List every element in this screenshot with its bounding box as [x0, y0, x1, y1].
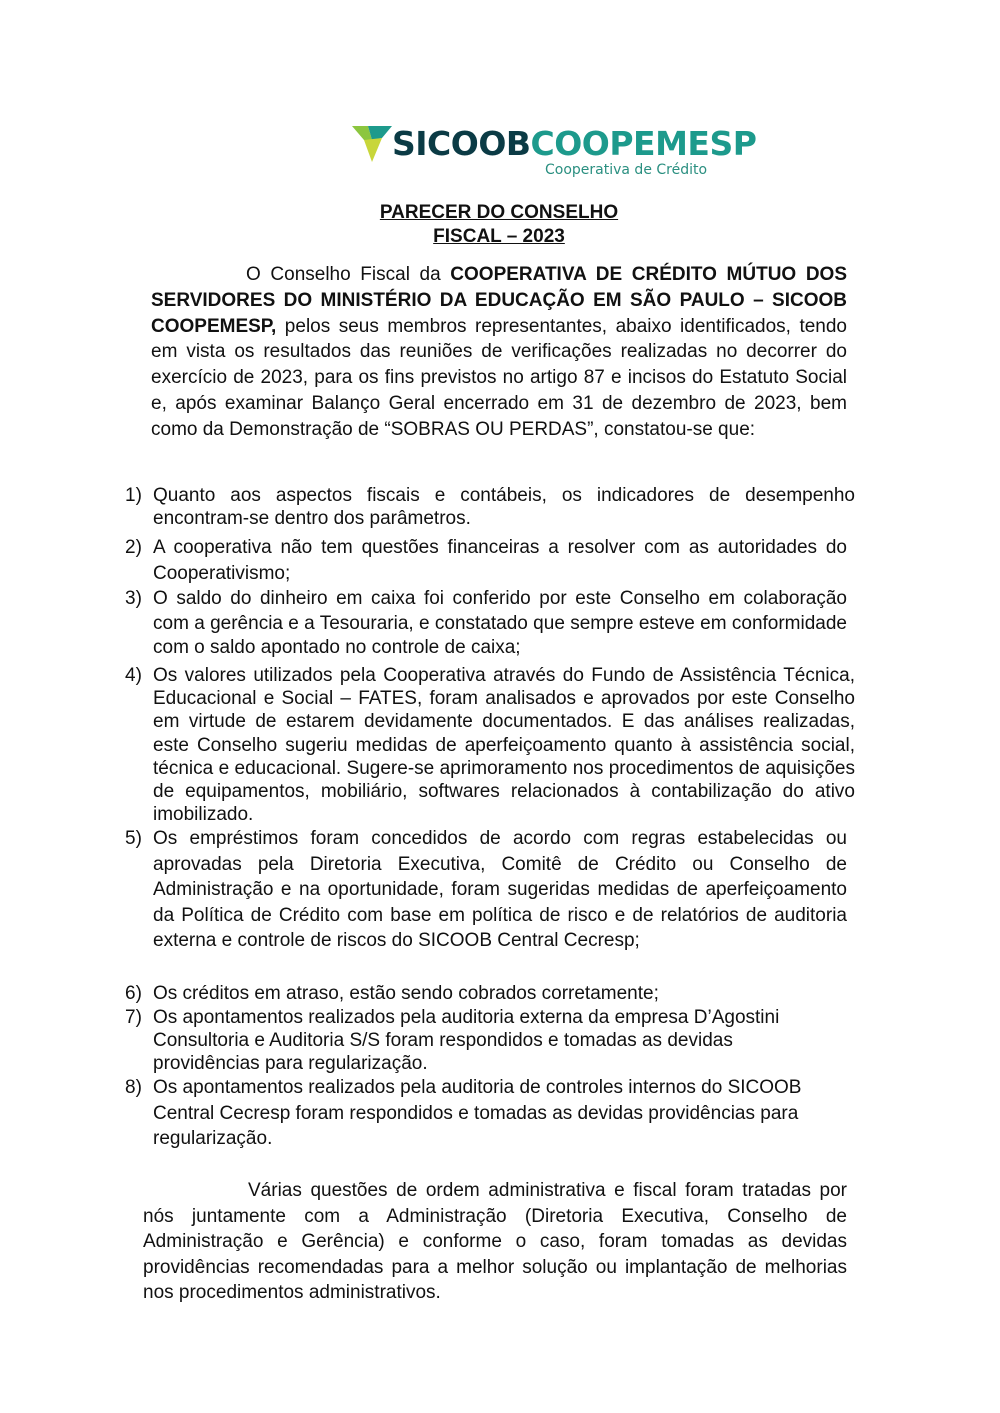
list-item [125, 484, 855, 530]
list-number: 3) [125, 588, 142, 609]
list-item [125, 664, 855, 826]
list-text: O saldo do dinheiro em caixa foi conferido por este Conselho em colaboração com a gerência e a Tesouraria, e constatado que sempre esteve em conformidade com o saldo apontado no controle de caixa; [153, 588, 847, 658]
list-item [125, 826, 847, 954]
list-number: 1) [125, 485, 142, 506]
list-item [125, 1075, 847, 1152]
list-number: 7) [125, 1007, 142, 1028]
list-number: 5) [125, 828, 142, 849]
list-number: 2) [125, 537, 142, 558]
list-text: Os valores utilizados pela Cooperativa através do Fundo de Assistência Técnica, Educacional e Social – FATES, foram analisados e aprovados por este Conselho em virtude de estarem devidamente documentados. E das análises realizadas, este Conselho sugeriu medidas de aperfeiçoamento quanto à assistência social, técnica e educacional. Sugere-se aprimoramento nos procedimentos de aquisições de equipamentos, mobiliário, softwares relacionados à contabilização do ativo imobilizado. [153, 665, 855, 826]
sicoob-logo-icon [352, 126, 392, 162]
list-item [125, 1006, 825, 1075]
list-item [125, 982, 855, 1006]
intro-text-bold: COOPERATIVA DE CRÉDITO MÚTUO DOS SERVIDORES DO MINISTÉRIO DA EDUCAÇÃO EM SÃO PAULO – SICOOB COOPEMESP, [151, 264, 847, 337]
title-line-1: PARECER DO CONSELHO [379, 202, 619, 223]
list-text: Os créditos em atraso, estão sendo cobrados corretamente; [153, 983, 659, 1004]
logo-subtitle: Cooperativa de Crédito [545, 162, 708, 178]
list-number: 4) [125, 665, 142, 686]
list-text: Os empréstimos foram concedidos de acordo com regras estabelecidas ou aprovadas pela Diretoria Executiva, Comitê de Crédito ou Conselho de Administração e na oportunidade, foram sugeridas medidas de aperfeiçoamento da Política de Crédito com base em política de risco e de relatórios de auditoria externa e controle de riscos do SICOOB Central Cecresp; [153, 828, 847, 951]
intro-paragraph [151, 262, 847, 443]
list-text: Quanto aos aspectos fiscais e contábeis, os indicadores de desempenho encontram-se dentro dos parâmetros. [153, 485, 855, 529]
title-line-2: FISCAL – 2023 [433, 226, 565, 247]
intro-text-post: pelos seus membros representantes, abaixo identificados, tendo em vista os resultados das reuniões de verificações realizadas no decorrer do exercício de 2023, para os fins previstos no artigo 87 e incisos do Estatuto Social e, após examinar Balanço Geral encerrado em 31 de dezembro de 2023, bem como da Demonstração de “SOBRAS OU PERDAS”, constatou-se que: [151, 315, 847, 440]
logo-brand-dark: SICOOB [392, 124, 531, 163]
list-number: 6) [125, 983, 142, 1004]
list-item [125, 587, 847, 661]
list-number: 8) [125, 1077, 142, 1098]
list-text: A cooperativa não tem questões financeiras a resolver com as autoridades do Cooperativismo; [153, 537, 847, 584]
list-text: Os apontamentos realizados pela auditoria de controles internos do SICOOB Central Cecresp foram respondidos e tomadas as devidas providências para regularização. [153, 1077, 802, 1149]
list-text: Os apontamentos realizados pela auditoria externa da empresa D’Agostini Consultoria e Auditoria S/S foram respondidos e tomadas as devidas providências para regularização. [153, 1007, 780, 1074]
intro-text-pre: O Conselho Fiscal da [246, 264, 451, 285]
list-item [125, 535, 847, 586]
logo-brand-light: COOPEMESP [530, 124, 757, 163]
closing-paragraph: Várias questões de ordem administrativa e fiscal foram tratadas por nós juntamente com a Administração (Diretoria Executiva, Conselho de Administração e Gerência) e conforme o caso, foram tomadas as devidas providências recomendadas para a melhor solução ou implantação de melhorias nos procedimentos administrativos. [143, 1180, 847, 1304]
document-title [300, 201, 698, 249]
sicoob-coopemesp-logo [352, 124, 757, 184]
